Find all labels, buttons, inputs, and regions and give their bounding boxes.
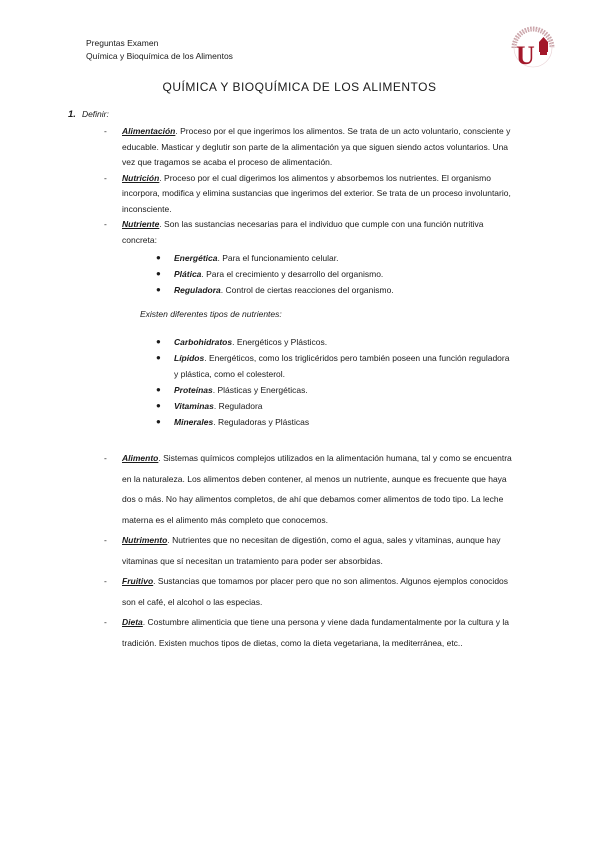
bullet-marker: ● bbox=[156, 353, 161, 362]
dash-marker: - bbox=[104, 453, 107, 463]
list-text: . Control de ciertas reacciones del organismo. bbox=[220, 285, 394, 295]
list-term: Lípidos bbox=[174, 353, 205, 363]
definition-text: . Son las sustancias necesarias para el individuo que cumple con una función nutritiva concreta: bbox=[122, 219, 484, 245]
list-item bbox=[156, 266, 514, 282]
dash-marker: - bbox=[104, 219, 107, 229]
nutrient-types-list bbox=[122, 334, 514, 430]
list-item bbox=[156, 414, 514, 430]
definition-item bbox=[104, 571, 514, 612]
definition-item bbox=[104, 530, 514, 571]
definition-item bbox=[104, 612, 514, 653]
bullet-marker: ● bbox=[156, 285, 161, 294]
list-item bbox=[156, 250, 514, 266]
dash-marker: - bbox=[104, 535, 107, 545]
list-text: . Reguladoras y Plásticas bbox=[213, 417, 310, 427]
definition-term: Alimentación bbox=[122, 126, 176, 136]
dash-marker: - bbox=[104, 126, 107, 136]
list-text: . Plásticas y Energéticas. bbox=[212, 385, 308, 395]
definition-text: . Nutrientes que no necesitan de digestión, como el agua, sales y vitaminas, aunque hay vitaminas que sí necesitan un tratamiento para poder ser absorbidas. bbox=[122, 535, 501, 566]
header-line-1: Preguntas Examen bbox=[86, 38, 159, 48]
list-term: Proteínas bbox=[174, 385, 213, 395]
header-line-2: Química y Bioquímica de los Alimentos bbox=[86, 51, 233, 61]
dash-marker: - bbox=[104, 617, 107, 627]
bullet-marker: ● bbox=[156, 337, 161, 346]
dash-marker: - bbox=[104, 576, 107, 586]
definition-text: . Proceso por el que ingerimos los alimentos. Se trata de un acto voluntario, consciente y educable. Masticar y deglutir son parte de la alimentación ya que siguen siendo actos voluntarios. Una vez que tragamos se acaba el proceso de alimentación. bbox=[122, 126, 511, 167]
document-title: QUÍMICA Y BIOQUÍMICA DE LOS ALIMENTOS bbox=[162, 80, 437, 94]
definition-term: Nutrimento bbox=[122, 535, 168, 545]
list-text: . Para el funcionamiento celular. bbox=[217, 253, 339, 263]
definition-text: . Proceso por el cual digerimos los alimentos y absorbemos los nutrientes. El organismo incorpora, modifica y elimina sustancias que ingerimos del exterior. Se trata de un proceso involuntario, inconsciente. bbox=[122, 172, 511, 214]
bullet-marker: ● bbox=[156, 401, 161, 410]
definition-item bbox=[104, 217, 514, 430]
running-header bbox=[86, 37, 233, 63]
definition-term: Fruitivo bbox=[122, 576, 154, 586]
section-label: Definir: bbox=[81, 109, 109, 119]
list-term: Energética bbox=[174, 253, 218, 263]
list-text: . Energéticos y Plásticos. bbox=[232, 337, 328, 347]
list-text: . Energéticos, como los triglicéridos pero también poseen una función reguladora y plástica, como el colesterol. bbox=[174, 353, 510, 379]
definition-term: Dieta bbox=[122, 617, 143, 627]
definition-text: . Sistemas químicos complejos utilizados en la alimentación humana, tal y como se encuentra en la naturaleza. Los alimentos deben contener, al menos un nutriente, aunque es frecuente que haya dos o más. No hay alimentos completos, de ahí que debamos comer alimentos de todo tipo. La leche materna es el alimento más completo que conocemos. bbox=[122, 453, 512, 525]
list-item bbox=[156, 282, 514, 298]
definition-text: . Costumbre alimenticia que tiene una persona y viene dada fundamentalmente por la cultura y la tradición. Existen muchos tipos de dietas, como la dieta vegetariana, la mediterránea, etc.. bbox=[122, 617, 509, 648]
bullet-marker: ● bbox=[156, 253, 161, 262]
list-item bbox=[156, 350, 514, 382]
list-term: Plática bbox=[174, 269, 202, 279]
logo-seal-icon bbox=[539, 37, 548, 55]
list-term: Reguladora bbox=[174, 285, 221, 295]
list-term: Minerales bbox=[174, 417, 214, 427]
definition-text: . Sustancias que tomamos por placer pero que no son alimentos. Algunos ejemplos conocidos son el café, el alcohol o las especias. bbox=[122, 576, 509, 607]
university-logo bbox=[506, 22, 560, 74]
definition-item bbox=[104, 124, 514, 171]
definition-term: Nutriente bbox=[122, 219, 160, 229]
list-text: . Reguladora bbox=[213, 401, 263, 411]
definitions-list bbox=[104, 124, 514, 653]
section-heading bbox=[68, 109, 109, 120]
definition-term: Nutrición bbox=[122, 172, 160, 183]
definition-term: Alimento bbox=[122, 453, 159, 463]
logo-letter: U bbox=[516, 41, 535, 70]
definition-item bbox=[104, 171, 514, 218]
bullet-marker: ● bbox=[156, 385, 161, 394]
list-item bbox=[156, 382, 514, 398]
list-text: . Para el crecimiento y desarrollo del organismo. bbox=[201, 269, 384, 279]
bullet-marker: ● bbox=[156, 269, 161, 278]
definition-item bbox=[104, 448, 514, 530]
dash-marker: - bbox=[104, 172, 107, 183]
list-item bbox=[156, 334, 514, 350]
list-term: Carbohidratos bbox=[174, 337, 233, 347]
list-item bbox=[156, 398, 514, 414]
bullet-marker: ● bbox=[156, 417, 161, 426]
section-number: 1. bbox=[68, 109, 76, 120]
nutrient-functions-list bbox=[122, 250, 514, 298]
list-term: Vitaminas bbox=[174, 401, 214, 411]
nutrient-types-note: Existen diferentes tipos de nutrientes: bbox=[140, 309, 282, 319]
